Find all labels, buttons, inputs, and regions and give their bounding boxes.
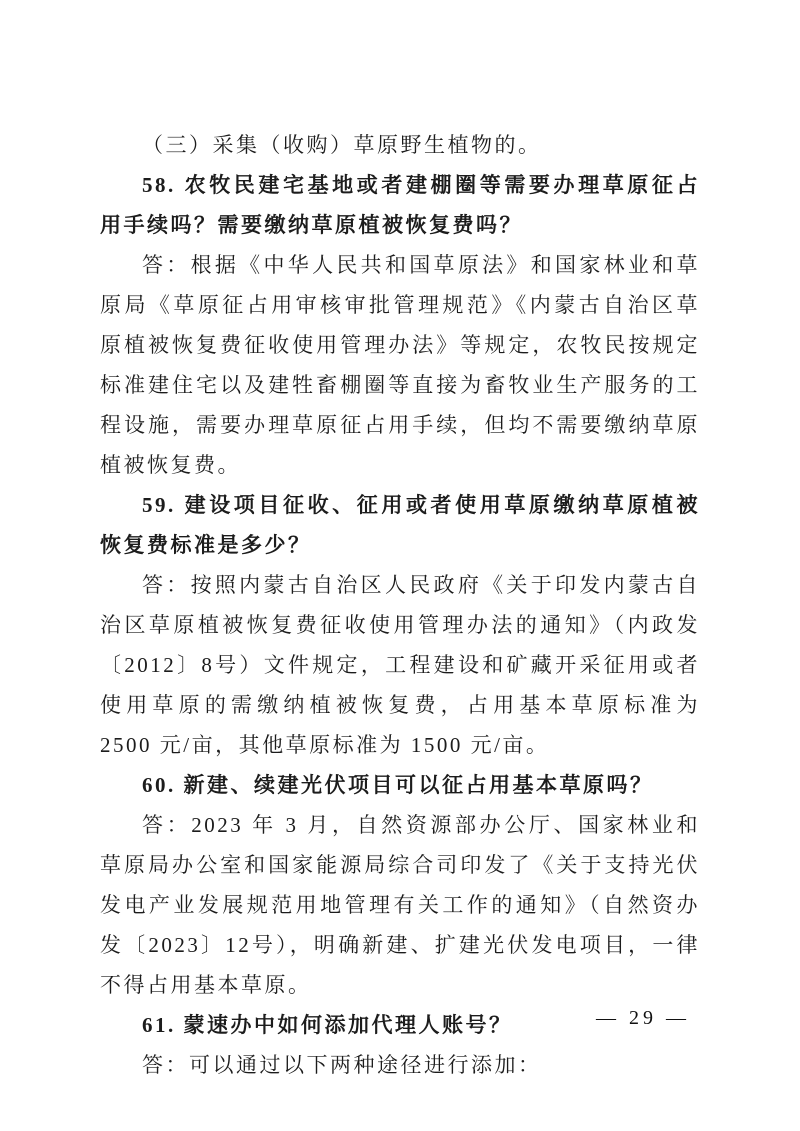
answer-59-paragraph: 答：按照内蒙古自治区人民政府《关于印发内蒙古自治区草原植被恢复费征收使用管理办法的通知》（内政发〔2012〕8号）文件规定，工程建设和矿藏开采征用或者使用草原的需缴纳植被恢复费，占用基本草原标准为 2500 元/亩，其他草原标准为 1500 元/亩。: [100, 573, 700, 757]
question-60-heading: 60. 新建、续建光伏项目可以征占用基本草原吗？: [142, 773, 654, 797]
answer-60-paragraph: 答：2023 年 3 月，自然资源部办公厅、国家林业和草原局办公室和国家能源局综合司印发了《关于支持光伏发电产业发展规范用地管理有关工作的通知》（自然资办发〔2023〕12号），明确新建、扩建光伏发电项目，一律不得占用基本草原。: [100, 813, 700, 997]
answer-61-paragraph: 答：可以通过以下两种途径进行添加：: [142, 1053, 542, 1077]
answer-58-paragraph: 答：根据《中华人民共和国草原法》和国家林业和草原局《草原征占用审核审批管理规范》《内蒙古自治区草原植被恢复费征收使用管理办法》等规定，农牧民按规定标准建住宅以及建牲畜棚圈等直接为畜牧业生产服务的工程设施，需要办理草原征占用手续，但均不需要缴纳草原植被恢复费。: [100, 253, 700, 477]
page-number: — 29 —: [596, 1007, 690, 1029]
list-item-clause-3: （三）采集（收购）草原野生植物的。: [142, 133, 542, 157]
question-59-heading: 59. 建设项目征收、征用或者使用草原缴纳草原植被恢复费标准是多少？: [100, 493, 700, 557]
document-body: [100, 125, 700, 1085]
question-58-heading: 58. 农牧民建宅基地或者建棚圈等需要办理草原征占用手续吗？需要缴纳草原植被恢复费吗？: [100, 173, 700, 237]
question-61-heading: 61. 蒙速办中如何添加代理人账号？: [142, 1013, 513, 1037]
